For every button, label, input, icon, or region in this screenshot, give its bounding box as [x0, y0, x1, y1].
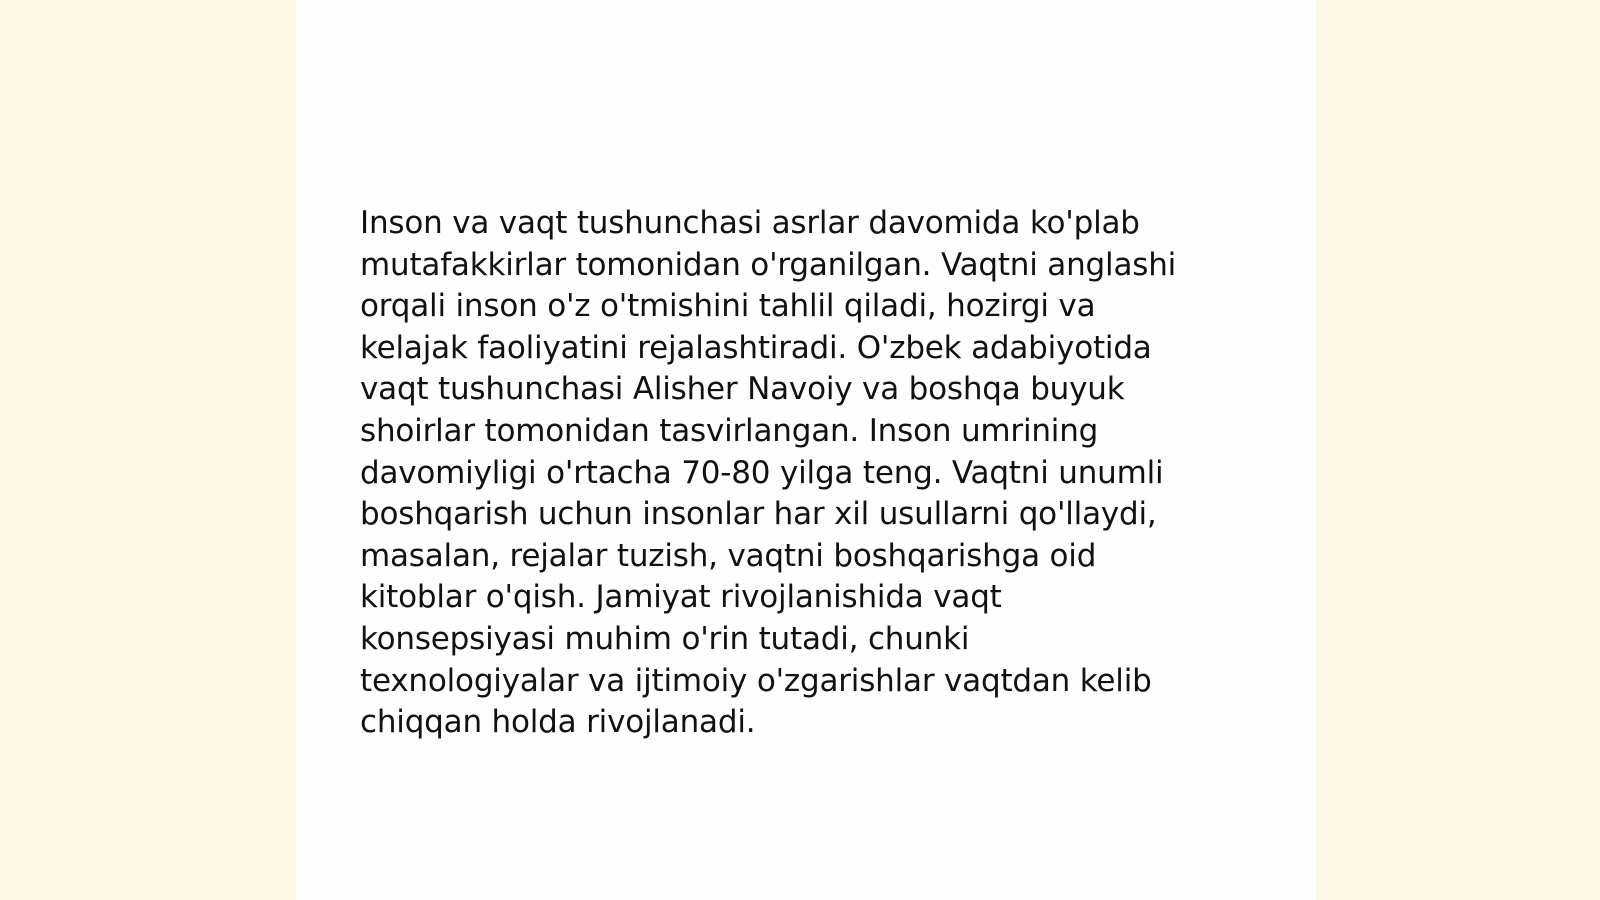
- paragraph-line: texnologiyalar va ijtimoiy o'zgarishlar vaqtdan kelib: [360, 662, 1152, 699]
- body-paragraph: [360, 203, 1176, 744]
- paragraph-line: konsepsiyasi muhim o'rin tutadi, chunki: [360, 620, 970, 657]
- paragraph-line: mutafakkirlar tomonidan o'rganilgan. Vaqtni anglashi: [360, 246, 1177, 283]
- paragraph-line: boshqarish uchun insonlar har xil usullarni qo'llaydi,: [360, 496, 1157, 533]
- document-page: [296, 0, 1316, 900]
- paragraph-line: Inson va vaqt tushunchasi asrlar davomida ko'plab: [360, 205, 1140, 241]
- paragraph-line: vaqt tushunchasi Alisher Navoiy va boshqa buyuk: [360, 371, 1125, 408]
- paragraph-line: kelajak faoliyatini rejalashtiradi. O'zbek adabiyotida: [360, 329, 1152, 366]
- paragraph-line: shoirlar tomonidan tasvirlangan. Inson umrining: [360, 412, 1099, 449]
- paragraph-line: chiqqan holda rivojlanadi.: [360, 704, 756, 741]
- paragraph-line: masalan, rejalar tuzish, vaqtni boshqarishga oid: [360, 537, 1097, 574]
- paragraph-line: davomiyligi o'rtacha 70-80 yilga teng. Vaqtni unumli: [360, 454, 1164, 491]
- paragraph-line: orqali inson o'z o'tmishini tahlil qiladi, hozirgi va: [360, 288, 1096, 325]
- paragraph-line: kitoblar o'qish. Jamiyat rivojlanishida vaqt: [360, 579, 1002, 616]
